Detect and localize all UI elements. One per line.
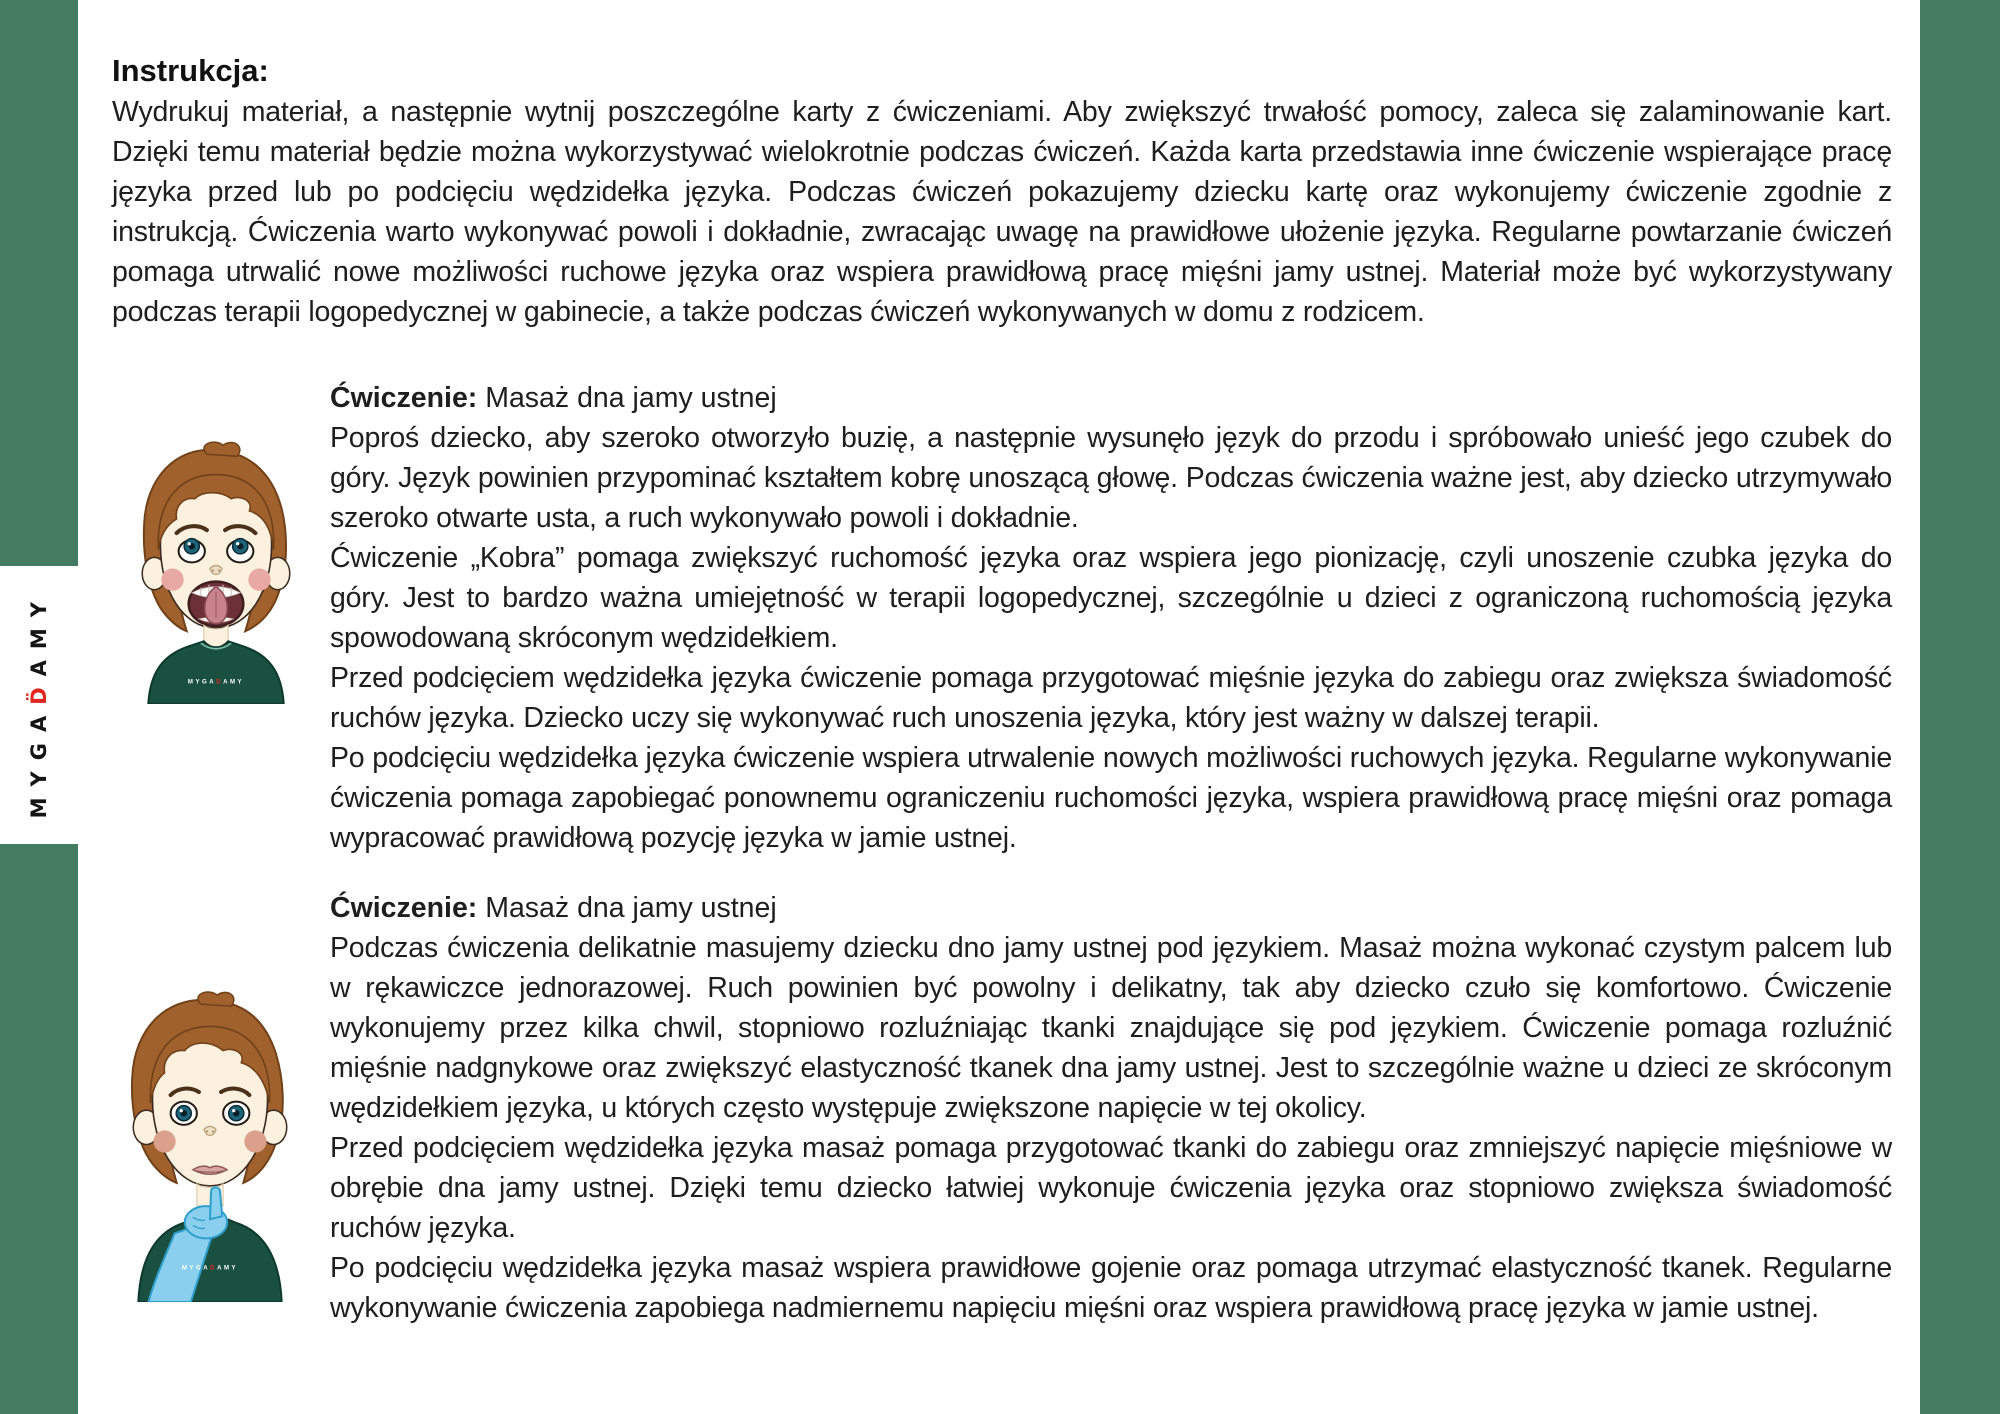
shirt-brand-text: MYGADAMY	[187, 679, 245, 686]
illustration-boy-chin-massage	[104, 984, 316, 1302]
exercise-1-paragraph: Poproś dziecko, aby szeroko otworzyło buzię, a następnie wysunęło język do przodu i spróbowało unieść jego czubek do góry. Język powinien przypominać kształtem kobrę unoszącą głowę. Podczas ćwiczenia ważne jest, aby dziecko utrzymywało szeroko otwarte usta, a ruch wykonywało powoli i dokładnie.	[330, 422, 1892, 534]
instructions-heading: Instrukcja:	[112, 53, 269, 88]
logo-text-post: AMY	[27, 591, 51, 677]
left-accent-bar	[0, 0, 78, 1414]
logo-letter-d: D̈	[27, 676, 51, 706]
brand-logo-vertical-text	[27, 591, 51, 818]
open-mouth-tongue-up	[189, 582, 244, 626]
illustration-boy-tongue-up	[120, 436, 312, 704]
boy-chin-massage-illustration	[104, 984, 316, 1302]
exercise-1-paragraph: Ćwiczenie „Kobra” pomaga zwiększyć ruchomość języka oraz wspiera jego pionizację, czyli unoszenie czubka języka do góry. Jest to bardzo ważna umiejętność w terapii logopedycznej, szczególnie u dzieci z ograniczoną ruchomością języka spowodowaną skróconym wędzidełkiem.	[330, 542, 1892, 654]
exercise-2-text	[330, 888, 1892, 1328]
instructions-paragraph: Wydrukuj materiał, a następnie wytnij poszczególne karty z ćwiczeniami. Aby zwiększyć trwałość pomocy, zaleca się zalaminowanie kart. Dzięki temu materiał będzie można wykorzystywać wielokrotnie podczas ćwiczeń. Każda karta przedstawia inne ćwiczenie wspierające pracę języka przed lub po podcięciu wędzidełka języka. Podczas ćwiczeń pokazujemy dziecku kartę oraz wykonujemy ćwiczenie zgodnie z instrukcją. Ćwiczenia warto wykonywać powoli i dokładnie, zwracając uwagę na prawidłowe ułożenie języka. Regularne powtarzanie ćwiczeń pomaga utrwalić nowe możliwości ruchowe języka oraz wspiera prawidłową pracę mięśni jamy ustnej. Materiał może być wykorzystywany podczas terapii logopedycznej w gabinecie, a także podczas ćwiczeń wykonywanych w domu z rodzicem.	[112, 96, 1892, 328]
exercise-title-text: Masaż dna jamy ustnej	[485, 382, 777, 414]
exercise-2-paragraph: Podczas ćwiczenia delikatnie masujemy dziecku dno jamy ustnej pod językiem. Masaż można wykonać czystym palcem lub w rękawiczce jednorazowej. Ruch powinien być powolny i delikatny, tak aby dziecko czuło się komfortowo. Ćwiczenie wykonujemy przez kilka chwil, stopniowo rozluźniając tkanki znajdujące się pod językiem. Ćwiczenie pomaga rozluźnić mięśnie nadgnykowe oraz zwiększyć elastyczność tkanek dna jamy ustnej. Jest to szczególnie ważne u dzieci ze skróconym wędzidełkiem języka, u których często występuje zwiększone napięcie w tej okolicy.	[330, 932, 1892, 1124]
exercise-2-paragraph: Po podcięciu wędzidełka języka masaż wspiera prawidłowe gojenie oraz pomaga utrzymać elastyczność tkanek. Regularne wykonywanie ćwiczenia zapobiega nadmiernemu napięciu mięśni oraz wspiera prawidłową pracę języka w jamie ustnej.	[330, 1252, 1892, 1324]
exercise-1-text	[330, 378, 1892, 858]
exercise-1-paragraph: Przed podcięciem wędzidełka języka ćwiczenie pomaga przygotować mięśnie języka do zabiegu oraz zwiększa świadomość ruchów języka. Dziecko uczy się wykonywać ruch unoszenia języka, który jest ważny w dalszej terapii.	[330, 662, 1892, 734]
exercise-2-title	[330, 888, 1892, 928]
right-accent-bar	[1920, 0, 2000, 1414]
boy-open-mouth-illustration	[120, 436, 312, 704]
shirt-brand-text: MYGADAMY	[181, 1265, 239, 1272]
shirt	[148, 641, 283, 704]
brand-logo-box	[0, 566, 78, 844]
exercise-1-paragraph: Po podcięciu wędzidełka języka ćwiczenie wspiera utrwalenie nowych możliwości ruchowych języka. Regularne wykonywanie ćwiczenia pomaga zapobiegać ponownemu ograniczeniu ruchomości języka, wspiera prawidłową pracę mięśni oraz pomaga wypracować prawidłową pozycję języka w jamie ustnej.	[330, 742, 1892, 854]
logo-text-pre: MYGA	[27, 705, 51, 819]
exercise-label: Ćwiczenie:	[330, 892, 478, 924]
instructions-section	[112, 50, 1892, 332]
exercise-2-paragraph: Przed podcięciem wędzidełka języka masaż pomaga przygotować tkanki do zabiegu oraz zmniejszyć napięcie mięśniowe w obrębie dna jamy ustnej. Dzięki temu dziecko łatwiej wykonuje ćwiczenia języka oraz stopniowo zwiększa świadomość ruchów języka.	[330, 1132, 1892, 1244]
exercise-label: Ćwiczenie:	[330, 382, 478, 414]
exercise-section-2	[112, 888, 1892, 1328]
exercise-section-1	[112, 378, 1892, 858]
exercise-1-title	[330, 378, 1892, 418]
exercise-title-text: Masaż dna jamy ustnej	[485, 892, 777, 924]
